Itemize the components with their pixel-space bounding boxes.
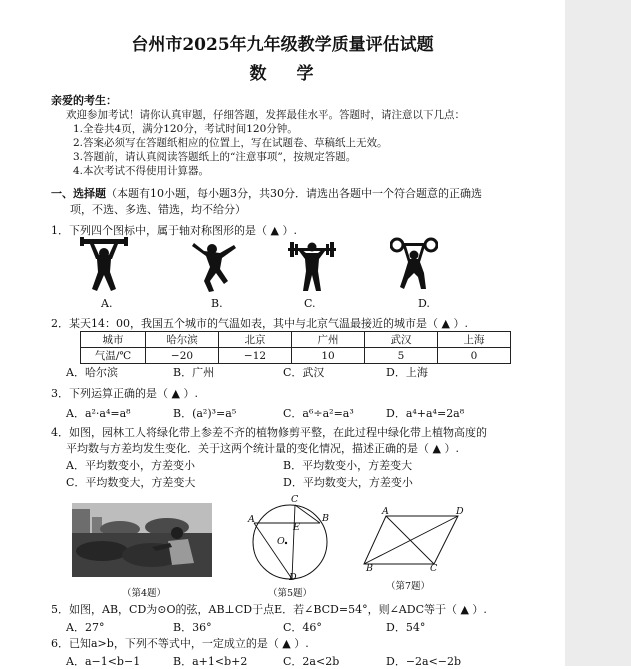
question-1: 1．下列四个图标中，属于轴对称图形的是（ ▲ ）. bbox=[51, 224, 297, 237]
q6-option-b: B．a+1<b+2 bbox=[173, 655, 248, 668]
table-cell: 0 bbox=[438, 348, 511, 364]
section-desc-2: 项，不选、多选、错选，均不给分） bbox=[70, 203, 246, 216]
weightlifter-icon-a bbox=[80, 237, 128, 293]
point-label-d: D bbox=[456, 506, 464, 517]
table-row bbox=[81, 348, 511, 364]
figure-5-caption: （第5题） bbox=[268, 588, 313, 599]
q2-option-d: D．上海 bbox=[386, 366, 428, 379]
point-label-e: E bbox=[293, 522, 300, 533]
table-cell: 城市 bbox=[81, 332, 146, 348]
q6-option-c: C．2a<2b bbox=[283, 655, 340, 668]
point-label-o: O bbox=[277, 536, 285, 547]
q2-option-c: C．武汉 bbox=[283, 366, 325, 379]
figure-7-caption: （第7题） bbox=[386, 581, 431, 592]
greeting: 亲爱的考生： bbox=[51, 94, 117, 107]
q1-option-d: D. bbox=[418, 297, 430, 310]
table-cell: 广州 bbox=[292, 332, 365, 348]
question-4-line1: 4．如图，园林工人将绿化带上参差不齐的植物修剪平整，在此过程中绿化带上植物高度的 bbox=[51, 426, 487, 439]
question-4-line2: 平均数与方差均发生变化．关于这两个统计量的变化情况，描述正确的是（ ▲ ）. bbox=[66, 442, 459, 455]
q4-option-d: D．平均数变大，方差变小 bbox=[283, 476, 413, 489]
point-label-d: D bbox=[289, 572, 297, 583]
figure-4-caption: （第4题） bbox=[122, 588, 167, 599]
table-cell: −12 bbox=[219, 348, 292, 364]
instruction-line: 欢迎参加考试！请你认真审题，仔细答题，发挥最佳水平。答题时，请注意以下几点： bbox=[66, 109, 465, 121]
q3-option-a: A．a²·a⁴=a⁸ bbox=[66, 407, 131, 420]
point-label-c: C bbox=[430, 563, 438, 574]
q5-option-b: B．36° bbox=[173, 621, 212, 634]
exam-title: 台州市2025年九年级教学质量评估试题 bbox=[131, 35, 434, 55]
q3-option-d: D．a⁴+a⁴=2a⁸ bbox=[386, 407, 465, 420]
q1-option-a: A. bbox=[101, 297, 113, 310]
q5-option-a: A．27° bbox=[66, 621, 105, 634]
instruction-line: 1.全卷共4页，满分120分，考试时间120分钟。 bbox=[73, 123, 298, 135]
point-label-c: C bbox=[291, 494, 299, 505]
question-5: 5．如图，AB，CD为⊙O的弦，AB⊥CD于点E．若∠BCD=54°，则∠ADC等于（ ▲ ）. bbox=[51, 603, 487, 616]
gardener-photo bbox=[72, 503, 212, 577]
q1-option-b: B. bbox=[211, 297, 223, 310]
viewer-side-panel bbox=[565, 0, 631, 666]
question-3: 3．下列运算正确的是（ ▲ ）. bbox=[51, 387, 198, 400]
weightlifter-icon-d bbox=[390, 235, 438, 291]
instruction-line: 2.答案必须写在答题纸相应的位置上，写在试题卷、草稿纸上无效。 bbox=[73, 137, 388, 149]
q3-option-b: B．(a²)³=a⁵ bbox=[173, 407, 237, 420]
q2-option-a: A．哈尔滨 bbox=[66, 366, 118, 379]
table-cell: 北京 bbox=[219, 332, 292, 348]
table-cell: 哈尔滨 bbox=[146, 332, 219, 348]
table-cell: −20 bbox=[146, 348, 219, 364]
table-cell: 武汉 bbox=[365, 332, 438, 348]
q2-option-b: B．广州 bbox=[173, 366, 215, 379]
parallelogram-diagram bbox=[362, 510, 466, 570]
question-6: 6．已知a>b，下列不等式中，一定成立的是（ ▲ ）. bbox=[51, 637, 309, 650]
q3-option-c: C．a⁶÷a²=a³ bbox=[283, 407, 354, 420]
q4-option-b: B．平均数变小，方差变大 bbox=[283, 459, 413, 472]
q1-option-c: C. bbox=[304, 297, 316, 310]
q4-option-a: A．平均数变小，方差变小 bbox=[66, 459, 195, 472]
point-label-a: A bbox=[382, 506, 389, 517]
instruction-line: 4.本次考试不得使用计算器。 bbox=[73, 165, 210, 177]
table-cell: 5 bbox=[365, 348, 438, 364]
q5-option-d: D．54° bbox=[386, 621, 426, 634]
table-cell: 上海 bbox=[438, 332, 511, 348]
temperature-table bbox=[80, 331, 511, 364]
point-label-b: B bbox=[366, 563, 373, 574]
table-cell: 10 bbox=[292, 348, 365, 364]
point-label-a: A bbox=[248, 514, 255, 525]
q4-option-c: C．平均数变大，方差变大 bbox=[66, 476, 196, 489]
section-desc: （本题有10小题，每小题3分，共30分．请选出各题中一个符合题意的正确选 bbox=[106, 187, 482, 200]
exam-subject: 数 学 bbox=[249, 64, 326, 84]
q6-option-a: A．a−1<b−1 bbox=[66, 655, 141, 668]
instruction-line: 3.答题前，请认真阅读答题纸上的“注意事项”，按规定答题。 bbox=[73, 151, 357, 163]
q6-option-d: D．−2a<−2b bbox=[386, 655, 462, 668]
table-row bbox=[81, 332, 511, 348]
section-title: 一、选择题 bbox=[51, 187, 106, 200]
q5-option-c: C．46° bbox=[283, 621, 322, 634]
weightlifter-icon-c bbox=[288, 237, 336, 293]
weightlifter-icon-b bbox=[190, 237, 238, 293]
table-cell: 气温/℃ bbox=[81, 348, 146, 364]
section-heading bbox=[51, 185, 482, 201]
question-2: 2．某天14：00，我国五个城市的气温如表，其中与北京气温最接近的城市是（ ▲ ）. bbox=[51, 317, 468, 330]
point-label-b: B bbox=[322, 513, 329, 524]
